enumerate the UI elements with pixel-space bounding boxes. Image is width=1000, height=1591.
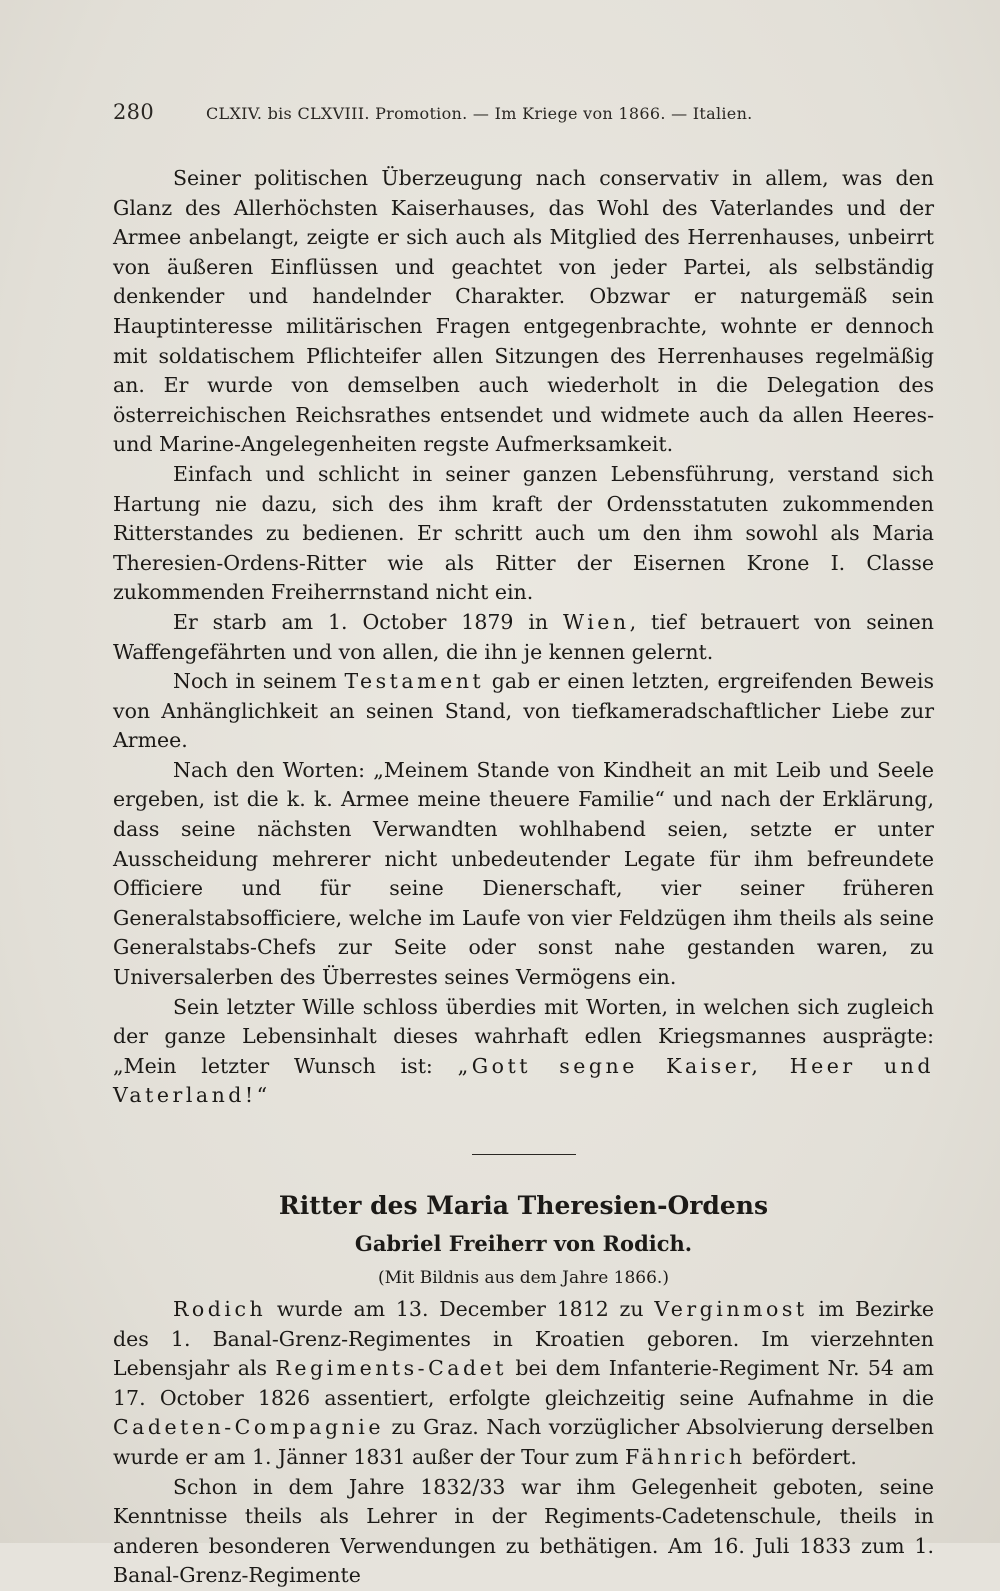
- cadeten-compagnie: Cadeten-Compagnie: [113, 1415, 384, 1440]
- death-text-before: Er starb am 1. October 1879 in: [173, 609, 564, 634]
- section-divider: [472, 1154, 576, 1155]
- paragraph-last-will: [113, 993, 934, 1111]
- portrait-note: (Mit Bildnis aus dem Jahre 1866.): [378, 1268, 669, 1288]
- regiments-cadet: Regiments-Cadet: [275, 1356, 508, 1381]
- last-will-quote: „Gott segne Kaiser, Heer und Vaterland!“: [113, 1053, 934, 1108]
- page-number: 280: [113, 100, 154, 124]
- paragraph-rodich-career: Schon in dem Jahre 1832/33 war ihm Gelegenheit geboten, seine Kenntnisse theils als Lehrer in der Regiments-Cadetenschule, theils in anderen besonderen Verwendungen zu bethätigen. Am 16. Juli 1833 zum 1. Banal-Grenz-Regimente: [113, 1474, 934, 1588]
- last-will-text: Sein letzter Wille schloss überdies mit Worten, in welchen sich zugleich der ganze Lebensinhalt dieses wahrhaft edlen Kriegsmannes ausprägte: „Mein letzter Wunsch ist:: [113, 994, 934, 1078]
- paragraph-rodich-birth: [113, 1295, 934, 1473]
- death-place: Wien: [563, 609, 630, 634]
- paragraph-testament: [113, 667, 934, 756]
- running-header: [113, 100, 934, 124]
- rodich-name: Rodich: [173, 1297, 267, 1321]
- birth-text-2: im Bezirke des 1. Banal-Grenz-Regimentes in Kroatien geboren. Im vierzehnten Lebensjahr als: [113, 1297, 934, 1381]
- testament-text-before: Noch in seinem: [173, 669, 345, 694]
- paragraph-lifestyle: Einfach und schlicht in seiner ganzen Lebensführung, verstand sich Hartung nie dazu, sich des ihm kraft der Ordensstatuten zukommenden Ritterstandes zu bedienen. Er schritt auch um den ihm sowohl als Maria Theresien-Ordens-Ritter wie als Ritter der Eisernen Krone I. Classe zukommenden Freiherrnstand nicht ein.: [113, 461, 934, 605]
- birth-text-1: wurde am 13. December 1812 zu: [266, 1297, 655, 1321]
- testament-text-after: gab er einen letzten, ergreifenden Beweis von Anhänglichkeit an seinen Stand, von tiefkameradschaftlicher Liebe zur Armee.: [113, 669, 934, 753]
- paragraph-legacy: Nach den Worten: „Meinem Stande von Kindheit an mit Leib und Seele ergeben, ist die k. k. Armee meine theuere Familie“ und nach der Erklärung, dass seine nächsten Verwandten wohlhabend seien, setzte er unter Ausscheidung mehrerer nicht unbedeutender Legate für ihm befreundete Officiere und für seine Dienerschaft, vier seiner früheren Generalstabsofficiere, welche im Laufe von vier Feldzügen ihm theils als seine Generalstabs-Chefs zur Seite oder sonst nahe gestanden waren, zu Universalerben des Überrestes seines Vermögens ein.: [113, 757, 934, 990]
- section-heading: Ritter des Maria Theresien-Ordens: [278, 1191, 769, 1220]
- birth-text-3: bei dem Infanterie-Regiment Nr. 54 am 17. October 1826 assentiert, erfolgte gleichzeitig seine Aufnahme in die: [113, 1356, 934, 1410]
- biography-name: Gabriel Freiherr von Rodich.: [354, 1231, 693, 1256]
- birth-text-4: zu Graz. Nach vorzüglicher Absolvierung derselben wurde er am 1. Jänner 1831 außer der Tour zum: [113, 1415, 934, 1469]
- paragraph-politics: Seiner politischen Überzeugung nach conservativ in allem, was den Glanz des Allerhöchsten Kaiserhauses, das Wohl des Vaterlandes und der Armee anbelangt, zeigte er sich auch als Mitglied des Herrenhauses, unbeirrt von äußeren Einflüssen und geachtet von jeder Partei, als selbständig denkender und handelnder Charakter. Obzwar er naturgemäß sein Hauptinteresse militärischen Fragen entgegenbrachte, wohnte er dennoch mit soldatischem Pflichteifer allen Sitzungen des Herrenhauses regelmäßig an. Er wurde von demselben auch wiederholt in die Delegation des österreichischen Reichsrathes entsendet und widmete auch da allen Heeres- und Marine-Angelegenheiten regste Aufmerksamkeit.: [113, 166, 934, 457]
- testament-word: Testament: [344, 669, 485, 694]
- faehnrich: Fähnrich: [625, 1444, 746, 1469]
- death-text-after: , tief betrauert von seinen Waffengefährten und von allen, die ihn je kennen gelernt.: [113, 609, 934, 664]
- birth-place: Verginmost: [654, 1297, 808, 1321]
- paragraph-death: [113, 608, 934, 667]
- running-title: CLXIV. bis CLXVIII. Promotion. — Im Kriege von 1866. — Italien.: [205, 104, 753, 123]
- body-text: [113, 164, 934, 1591]
- birth-text-5: befördert.: [745, 1444, 857, 1469]
